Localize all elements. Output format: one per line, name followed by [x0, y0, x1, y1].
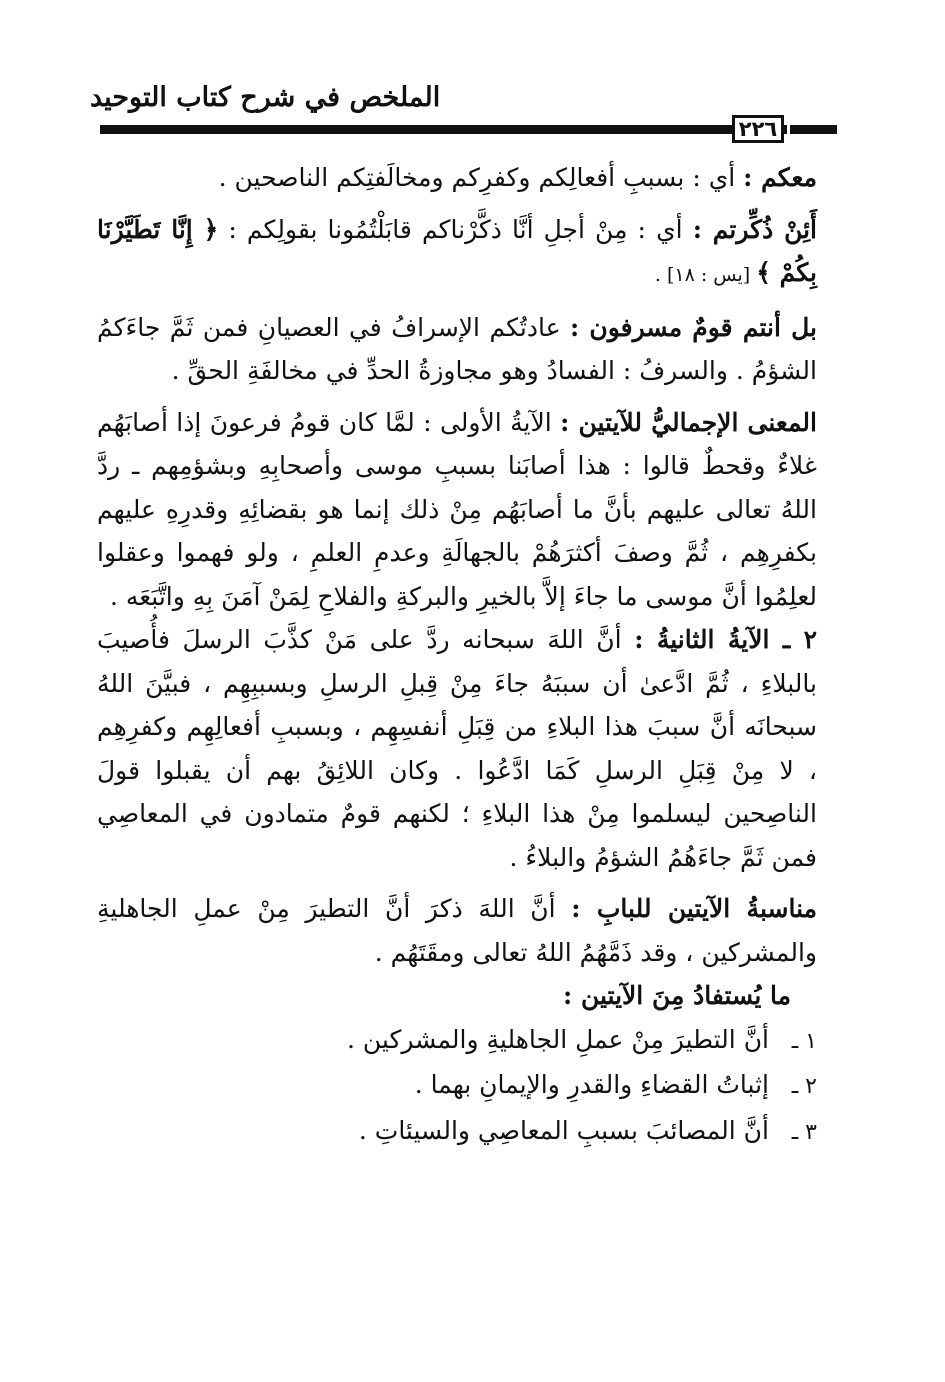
list-number: ١ ـ	[791, 1028, 817, 1054]
paragraph-ain-dhukkirtum	[97, 208, 817, 298]
paragraph-second-verse	[97, 618, 817, 879]
list-item	[97, 1018, 817, 1064]
list-number: ٢ ـ	[791, 1074, 817, 1099]
paragraph-text: عادتُكم الإسرافُ في العصيانِ فمن ثَمَّ جاءَكمُ الشؤمُ . والسرفُ : الفسادُ وهو مجاوزةُ الحدِّ في مخالفَةِ الحقِّ .	[97, 312, 817, 385]
paragraph-text: أنَّ اللهَ ذكرَ أنَّ التطيرَ مِنْ عملِ الجاهليةِ والمشركين ، وقد ذَمَّهُمُ اللهُ تعالى ومقَتَهُم .	[97, 894, 817, 967]
term-label: المعنى الإجماليُّ للآيتين :	[560, 407, 817, 437]
term-label: مناسبةُ الآيتين للبابِ :	[571, 894, 817, 923]
term-label: ٢ ـ الآيةُ الثانيةُ :	[634, 625, 817, 654]
paragraph-text: الآيةُ الأولى : لمَّا كان قومُ فرعونَ إذا أصابَهُم غلاءٌ وقحطٌ قالوا : هذا أصابَنا بسببِ موسى وأصحابِهِ وبشؤمِهم ـ ردَّ اللهُ تعالى عليهم بأنَّ ما أصابَهُم مِنْ ذلك إنما هو بقضائِهِ وقدرِهِ عليهم بكفرِهِم ، ثُمَّ وصفَ أكثرَهُمْ بالجهالَةِ وعدمِ العلمِ ، ولو فهموا وعقلوا لعلِمُوا أنَّ موسى ما جاءَ إلاَّ بالخيرِ والبركةِ والفلاحِ لِمَنْ آمَنَ بِهِ واتَّبَعَه .	[97, 407, 817, 611]
list-item	[97, 1109, 817, 1155]
list-text: أنَّ المصائبَ بسببِ المعاصِي والسيئاتِ .	[358, 1115, 769, 1145]
header-rule-left	[100, 125, 787, 134]
paragraph-general-meaning	[97, 401, 817, 619]
quran-quote: ﴿ إِنَّا تَطَيَّرْنَا بِكُمْ ﴾	[97, 214, 817, 287]
term-label: معكم :	[743, 163, 817, 192]
running-title: الملخص في شرح كتاب التوحيد	[90, 82, 441, 113]
verse-reference: [يس : ١٨] .	[654, 264, 757, 286]
paragraph-musrifun	[97, 306, 817, 393]
list-text: إثباتُ القضاءِ والقدرِ والإيمانِ بهما .	[414, 1070, 769, 1099]
paragraph-text: أي : مِنْ أجلِ أنَّا ذكَّرْناكم قابَلْتُمُونا بقولِكم :	[218, 214, 693, 244]
page-number: ٢٢٦	[732, 115, 784, 143]
paragraph-text: أي : بسببِ أفعالِكم وكفرِكم ومخالَفتِكم الناصحين .	[218, 163, 744, 192]
header-rule-right	[790, 125, 837, 134]
list-text: أنَّ التطيرَ مِنْ عملِ الجاهليةِ والمشركين .	[347, 1024, 769, 1054]
term-label: أَئِنْ ذُكِّرتم :	[692, 214, 817, 244]
paragraph-relevance	[97, 887, 817, 974]
term-label: بل أنتم قومٌ مسرفون :	[569, 312, 817, 342]
paragraph-maakum	[97, 156, 817, 200]
list-number: ٣ ـ	[791, 1119, 817, 1145]
benefits-heading: ما يُستفادُ مِنَ الآيتين :	[563, 981, 791, 1010]
list-item	[97, 1063, 817, 1109]
page-body	[97, 156, 817, 1154]
paragraph-text: أنَّ اللهَ سبحانه ردَّ على مَنْ كذَّبَ الرسلَ فأُصيبَ بالبلاءِ ، ثُمَّ ادَّعىٰ أن سببَهُ جاءَ مِنْ قِبلِ الرسلِ وبسببِهِم ، فبيَّنَ اللهُ سبحانَه أنَّ سببَ هذا البلاءِ من قِبَلِ أنفسِهِم ، وبسببِ أفعالِهِم وكفرِهِم ، لا مِنْ قِبَلِ الرسلِ كَمَا ادَّعُوا . وكان اللائِقُ بهم أن يقبلوا قولَ الناصِحين ليسلموا مِنْ هذا البلاءِ ؛ لكنهم قومٌ متمادون في المعاصِي فمن ثَمَّ جاءَهُمُ الشؤمُ والبلاءُ .	[97, 625, 817, 872]
